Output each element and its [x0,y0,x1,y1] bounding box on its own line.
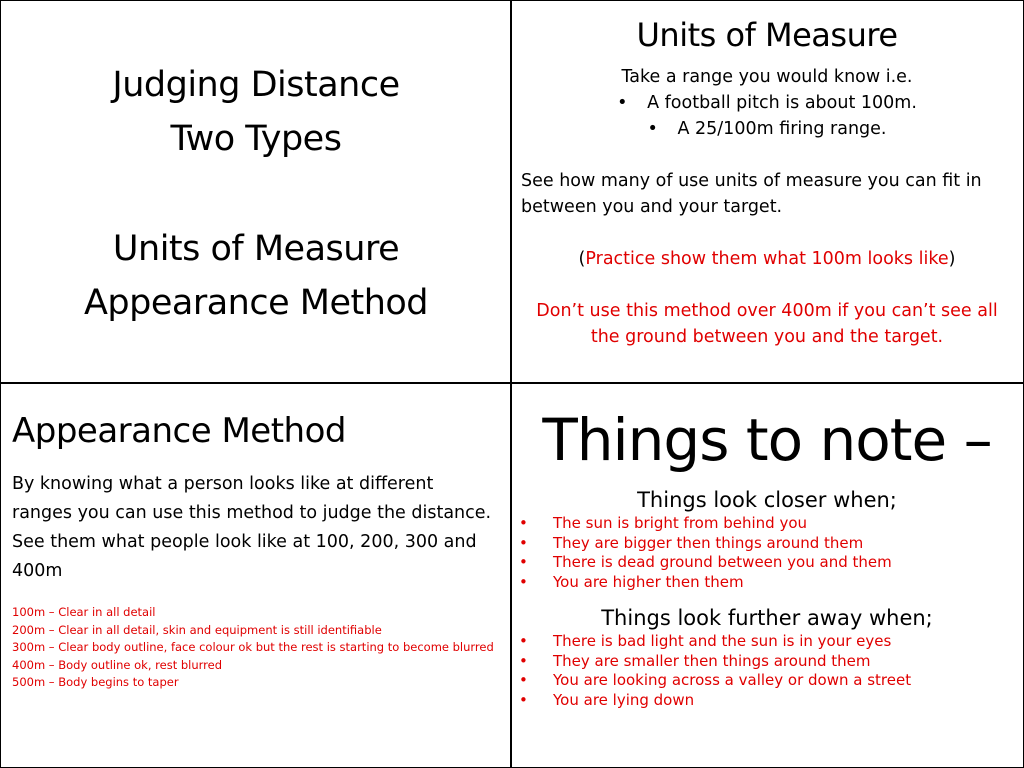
range-item: 200m – Clear in all detail, skin and equipment is still identifiable [12,622,382,637]
type-units-of-measure: Units of Measure [112,229,400,269]
range-item: 100m – Clear in all detail [12,605,156,619]
appearance-method-body [12,470,497,586]
closer-item: • They are bigger then things around them [519,534,1023,554]
further-item: • You are looking across a valley or down a street [519,671,1023,691]
practice-text: Practice show them what 100m looks like [585,249,949,269]
appearance-method-cell [0,382,512,768]
practice-close-paren: ) [948,249,956,269]
further-list [511,632,1023,710]
units-bullet-list [521,90,1013,142]
further-heading: Things look further away when; [601,606,933,630]
title-line-two-types: Two Types [170,119,342,159]
closer-item: • The sun is bright from behind you [519,514,1023,534]
appearance-body-1: By knowing what a person looks like at different ranges you can use this method to judge the distance. [12,474,492,523]
units-of-measure-heading: Units of Measure [636,16,898,54]
things-to-note-cell [510,382,1024,768]
range-list [12,604,511,692]
closer-list [511,514,1023,592]
title-cell [0,0,512,384]
type-appearance-method: Appearance Method [83,283,429,323]
units-intro: Take a range you would know i.e. [621,67,913,87]
further-item: • They are smaller then things around them [519,652,1023,672]
appearance-method-heading: Appearance Method [12,411,346,451]
range-item: 500m – Body begins to taper [12,675,179,689]
practice-note [521,246,1013,272]
units-warning: Don’t use this method over 400m if you can’t see all the ground between you and the target. [536,301,998,347]
range-item: 300m – Clear body outline, face colour ok but the rest is starting to become blurred [12,640,494,654]
practice-open-paren: ( [578,249,586,269]
closer-item: • There is dead ground between you and them [519,553,1023,573]
title-block [1,58,511,166]
appearance-body-2: See them what people look like at 100, 200, 300 and 400m [12,532,477,581]
types-block [1,222,511,330]
units-of-measure-cell [510,0,1024,384]
closer-item: • You are higher then them [519,573,1023,593]
title-line-judging-distance: Judging Distance [112,65,400,105]
further-item: • There is bad light and the sun is in your eyes [519,632,1023,652]
units-paragraph: See how many of use units of measure you can fit in between you and your target. [521,171,982,217]
units-of-measure-body [511,64,1023,350]
range-item: 400m – Body outline ok, rest blurred [12,657,223,672]
units-bullet: • A football pitch is about 100m. [521,90,1013,116]
further-item: • You are lying down [519,691,1023,711]
units-bullet: • A 25/100m firing range. [521,116,1013,142]
closer-heading: Things look closer when; [637,488,897,512]
things-to-note-heading: Things to note – [542,406,992,474]
